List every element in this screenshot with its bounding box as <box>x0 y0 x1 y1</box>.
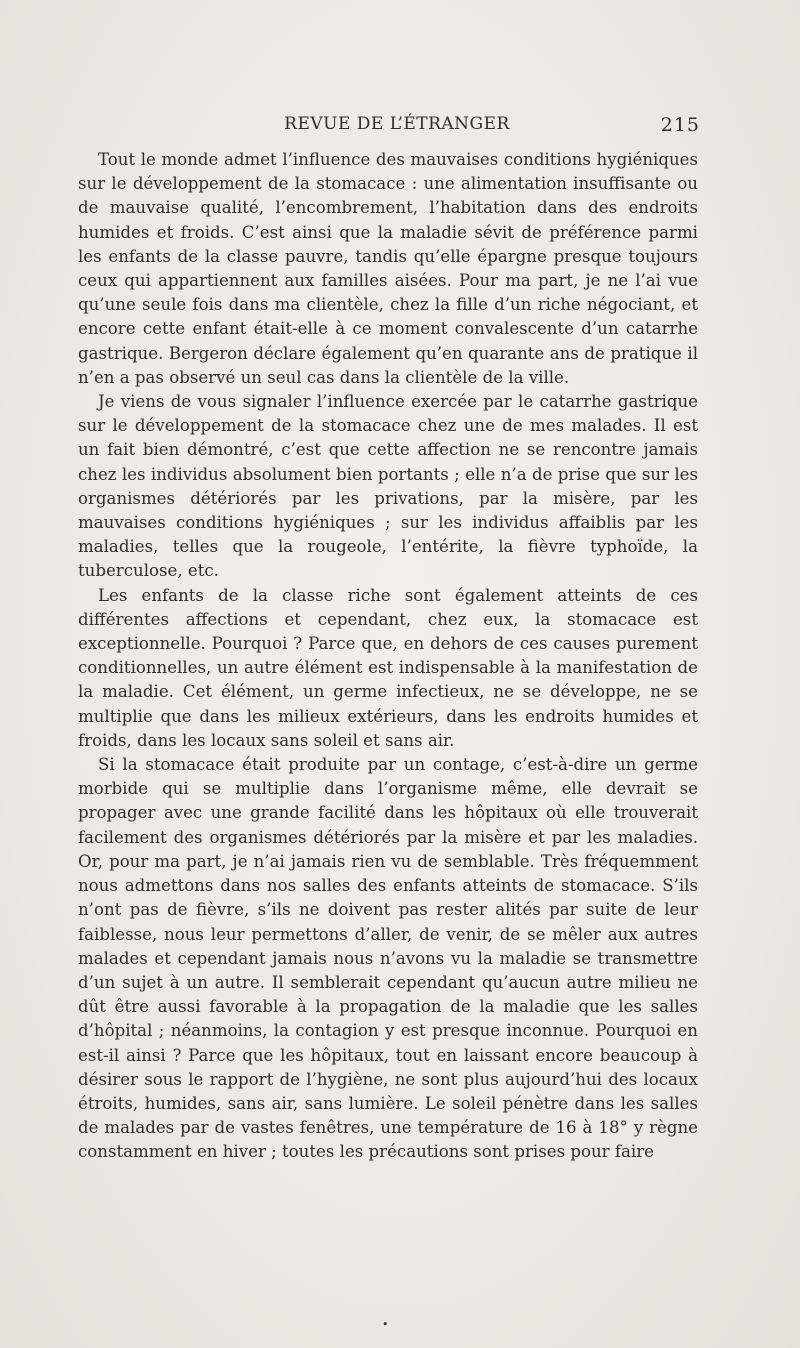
page-number: 215 <box>660 114 700 136</box>
printer-mark: • <box>382 1318 389 1331</box>
page-header <box>78 114 702 144</box>
paragraph-1: Tout le monde admet l’influence des mauvaises conditions hygiéniques sur le développement de la stomacace : une alimentation insuffisante ou de mauvaise qualité, l’encombrement, l’habitation dans des endroits humides et froids. C’est ainsi que la maladie sévit de préférence parmi les enfants de la classe pauvre, tandis qu’elle épargne presque toujours ceux qui appartiennent aux familles aisées. Pour ma part, je ne l’ai vue qu’une seule fois dans ma clientèle, chez la fille d’un riche négociant, et encore cette enfant était-elle à ce moment convalescente d’un catarrhe gastrique. Bergeron déclare également qu’en quarante ans de pratique il n’en a pas observé un seul cas dans la clientèle de la ville. <box>78 150 698 387</box>
paragraph-4: Si la stomacace était produite par un contage, c’est-à-dire un germe morbide qui se multiplie dans l’organisme même, elle devrait se propager avec une grande facilité dans les hôpitaux où elle trouverait facilement des organismes détériorés par la misère et par les maladies. Or, pour ma part, je n’ai jamais rien vu de semblable. Très fréquemment nous admettons dans nos salles des enfants atteints de stomacace. S’ils n’ont pas de fièvre, s’ils ne doivent pas rester alités par suite de leur faiblesse, nous leur permettons d’aller, de venir, de se mêler aux autres malades et cependant jamais nous n’avons vu la maladie se transmettre d’un sujet à un autre. Il semblerait cependant qu’aucun autre milieu ne dût être aussi favorable à la propagation de la maladie que les salles d’hôpital ; néanmoins, la contagion y est presque inconnue. Pourquoi en est-il ainsi ? Parce que les hôpitaux, tout en laissant encore beaucoup à désirer sous le rapport de l’hygiène, ne sont plus aujourd’hui des locaux étroits, humides, sans air, sans lumière. Le soleil pénètre dans les salles de malades par de vastes fenêtres, une température de 16 à 18° y règne constamment en hiver ; toutes les précautions sont prises pour faire <box>78 755 698 1162</box>
paragraph-2: Je viens de vous signaler l’influence exercée par le catarrhe gastrique sur le développement de la stomacace chez une de mes malades. Il est un fait bien démontré, c’est que cette affection ne se rencontre jamais chez les individus absolument bien portants ; elle n’a de prise que sur les organismes détériorés par les privations, par la misère, par les mauvaises conditions hygiéniques ; sur les individus affaiblis par les maladies, telles que la rougeole, l’entérite, la fièvre typhoïde, la tuberculose, etc. <box>78 392 698 581</box>
running-title: REVUE DE L’ÉTRANGER <box>284 114 510 134</box>
body-text <box>78 148 698 1165</box>
paragraph-3: Les enfants de la classe riche sont également atteints de ces différentes affections et cependant, chez eux, la stomacace est exceptionnelle. Pourquoi ? Parce que, en dehors de ces causes purement conditionnelles, un autre élément est indispensable à la manifestation de la maladie. Cet élément, un germe infectieux, ne se développe, ne se multiplie que dans les milieux extérieurs, dans les endroits humides et froids, dans les locaux sans soleil et sans air. <box>78 585 698 750</box>
